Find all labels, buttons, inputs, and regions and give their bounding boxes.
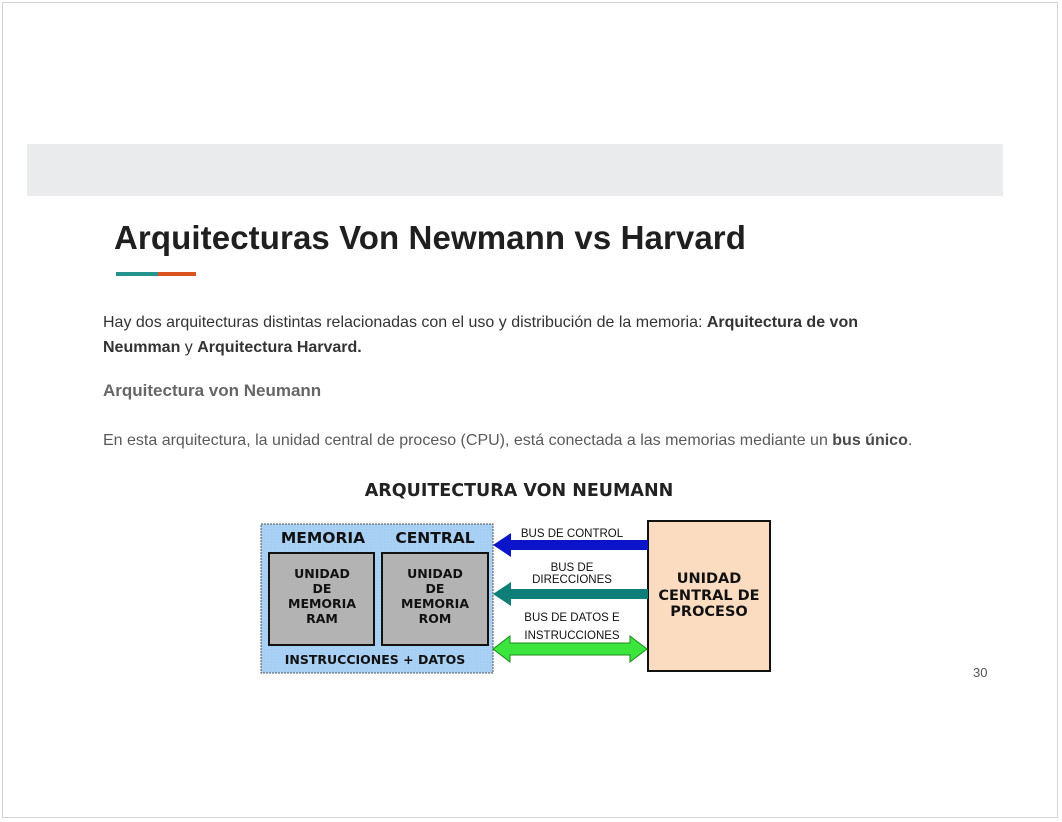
description-bold-bus-unico: bus único [832, 432, 908, 449]
rom-line-4: ROM [418, 611, 452, 626]
slide-title: Arquitecturas Von Newmann vs Harvard [114, 219, 747, 256]
title-accent-orange [158, 272, 196, 276]
cpu-line-1: UNIDAD [676, 571, 742, 587]
intro-text: Hay dos arquitecturas distintas relacionadas con el uso y distribución de la memoria: [103, 314, 707, 331]
cpu-line-2: CENTRAL DE [658, 588, 760, 604]
memory-label-memoria: MEMORIA [280, 529, 366, 547]
bus-address-label-1: BUS DE [550, 562, 594, 574]
bus-data-label-2: INSTRUCCIONES [524, 630, 620, 642]
memory-bottom-label: INSTRUCCIONES + DATOS [284, 652, 466, 667]
ram-line-4: RAM [306, 611, 338, 626]
von-neumann-diagram [255, 475, 775, 680]
bus-control-label: BUS DE CONTROL [520, 528, 624, 540]
intro-bold-von-neumman: Arquitectura de von Neumman [103, 314, 858, 356]
description-paragraph [103, 428, 923, 453]
intro-paragraph [103, 310, 923, 360]
ram-line-1: UNIDAD [294, 566, 350, 581]
title-accent-teal [116, 272, 158, 276]
description-text: En esta arquitectura, la unidad central de proceso (CPU), está conectada a las memorias mediante un [103, 432, 833, 449]
ram-line-3: MEMORIA [288, 596, 356, 611]
bus-address-label-2: DIRECCIONES [532, 574, 612, 586]
page-number: 30 [973, 665, 988, 680]
diagram-title: ARQUITECTURA VON NEUMANN [364, 481, 674, 501]
ram-line-2: DE [312, 581, 332, 596]
rom-line-2: DE [425, 581, 445, 596]
bus-data-label-1: BUS DE DATOS E [524, 612, 620, 624]
intro-connector: y [180, 339, 198, 356]
cpu-line-3: PROCESO [670, 604, 748, 620]
rom-line-1: UNIDAD [407, 566, 463, 581]
header-band [27, 144, 1003, 196]
rom-line-3: MEMORIA [401, 596, 469, 611]
slide-frame [2, 2, 1058, 818]
description-end: . [907, 432, 913, 449]
intro-bold-harvard: Arquitectura Harvard. [197, 339, 362, 356]
section-subheading: Arquitectura von Neumann [103, 381, 322, 400]
memory-label-central: CENTRAL [395, 529, 475, 547]
